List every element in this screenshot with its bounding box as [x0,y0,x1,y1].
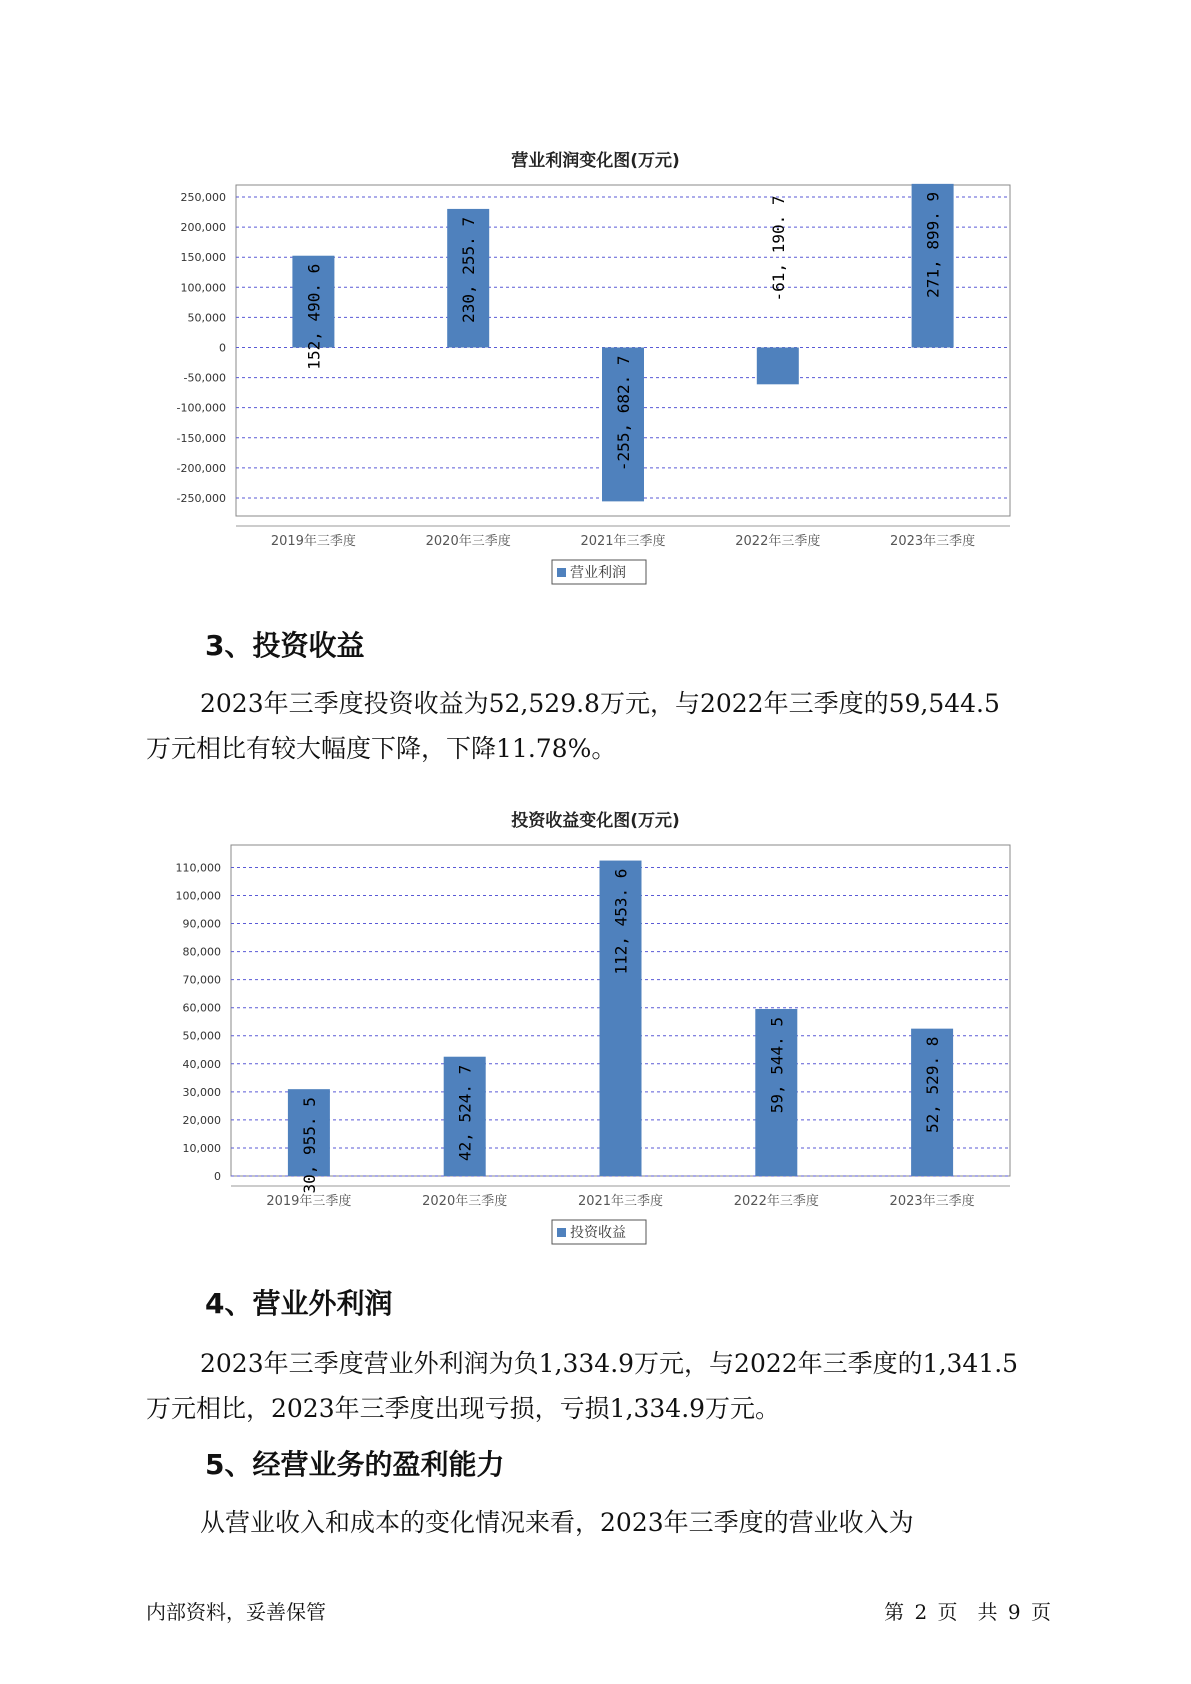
data-label: 59, 544. 5 [767,1016,787,1114]
y-tick-label: 90,000 [182,917,221,931]
data-label: -61, 190. 7 [768,195,788,302]
y-tick-label: 30,000 [182,1085,221,1099]
chart1-title: 营业利润变化图(万元) [511,151,680,171]
section5-heading: 5、经营业务的盈利能力 [205,1448,505,1481]
x-tick-label: 2019年三季度 [266,1194,352,1209]
data-label: 271, 899. 9 [923,191,943,298]
y-tick-label: 0 [219,341,226,355]
section3-paragraph [146,681,1076,771]
legend-label: 营业利润 [570,565,626,581]
data-label: 42, 524. 7 [455,1064,475,1162]
y-tick-label: 150,000 [180,251,226,265]
legend-label: 投资收益 [570,1225,626,1241]
y-tick-label: 100,000 [175,889,221,903]
data-label: 112, 453. 6 [611,868,631,975]
x-tick-label: 2022年三季度 [733,1194,819,1209]
legend-swatch [557,568,566,577]
data-label: -255, 682. 7 [614,355,633,472]
y-tick-label: -150,000 [176,431,226,445]
y-tick-label: 60,000 [182,1001,221,1015]
section4-paragraph [146,1341,1076,1431]
bar [757,347,799,384]
chart2-title: 投资收益变化图(万元) [511,811,680,831]
y-tick-label: 250,000 [180,191,226,205]
operating-profit-chart [0,170,1191,610]
x-tick-label: 2022年三季度 [735,534,821,549]
y-tick-label: -100,000 [176,401,226,415]
investment-income-chart [0,830,1191,1250]
y-tick-label: 10,000 [182,1141,221,1155]
data-label: 152, 490. 6 [304,263,324,370]
section3-line1: 2023年三季度投资收益为52,529.8万元，与2022年三季度的59,544.5 [200,689,1000,718]
data-label: 30, 955. 5 [299,1097,319,1194]
y-tick-label: 20,000 [182,1113,221,1127]
y-tick-label: 40,000 [182,1057,221,1071]
section3-heading: 3、投资收益 [205,629,365,662]
y-tick-label: -50,000 [183,371,226,385]
x-tick-label: 2023年三季度 [889,1194,975,1209]
x-tick-label: 2021年三季度 [577,1194,664,1209]
legend-swatch [557,1228,566,1237]
x-tick-label: 2020年三季度 [422,1194,508,1209]
y-tick-label: 200,000 [180,221,226,235]
y-tick-label: 0 [214,1170,221,1183]
data-label: 230, 255. 7 [459,216,479,323]
section3-line2: 万元相比有较大幅度下降，下降11.78%。 [146,734,617,763]
data-label: 52, 529. 8 [923,1036,943,1133]
section4-line1: 2023年三季度营业外利润为负1,334.9万元，与2022年三季度的1,341.5 [200,1349,1019,1378]
y-tick-label: 100,000 [180,281,226,295]
y-tick-label: -200,000 [176,461,226,475]
y-tick-label: 50,000 [182,1029,221,1043]
footer-page-number: 第 2 页 共 9 页 [884,1600,1051,1624]
x-tick-label: 2020年三季度 [425,534,511,549]
footer-confidential: 内部资料，妥善保管 [146,1600,326,1624]
y-tick-label: 50,000 [187,311,226,325]
x-tick-label: 2023年三季度 [890,534,976,549]
y-tick-label: 80,000 [182,945,221,959]
x-tick-label: 2019年三季度 [270,534,356,549]
y-tick-label: 110,000 [175,861,221,875]
section4-line2: 万元相比，2023年三季度出现亏损，亏损1,334.9万元。 [146,1394,781,1423]
y-tick-label: -250,000 [176,491,226,505]
section5-line1: 从营业收入和成本的变化情况来看，2023年三季度的营业收入为 [200,1508,914,1537]
section4-heading: 4、营业外利润 [205,1287,393,1320]
y-tick-label: 70,000 [182,973,221,987]
section5-paragraph [146,1500,1076,1545]
x-tick-label: 2021年三季度 [580,534,666,549]
